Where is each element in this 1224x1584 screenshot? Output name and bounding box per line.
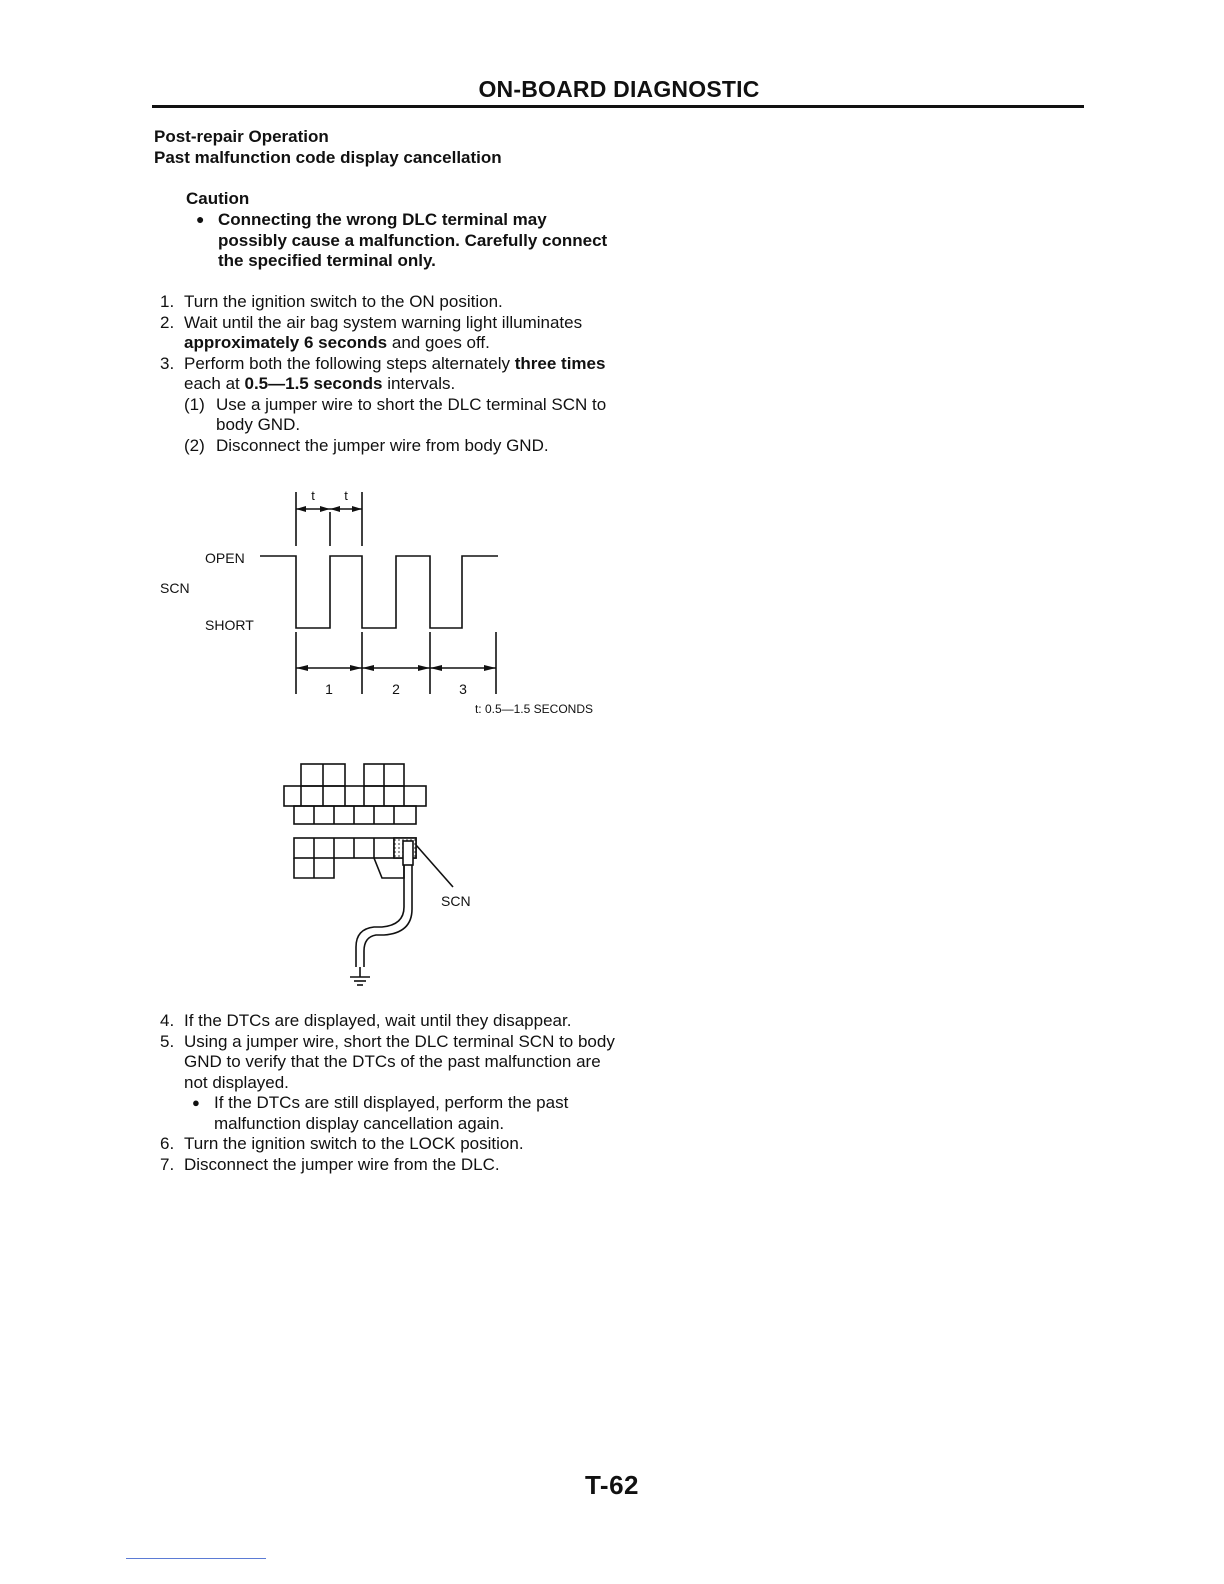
t-label: t [344, 488, 348, 503]
substep-text: Disconnect the jumper wire from body GND. [216, 435, 549, 455]
short-label: SHORT [205, 617, 254, 633]
arrowhead [352, 506, 362, 512]
step-number: 5. [160, 1031, 175, 1051]
connector-upper-block [284, 764, 426, 824]
step-text: Using a jumper wire, short the DLC terminal SCN to body GND to verify that the DTCs of the past malfunction are not displayed. [184, 1031, 615, 1092]
arrowhead [320, 506, 330, 512]
step-4 [160, 1011, 620, 1032]
substep-1 [184, 395, 620, 436]
step-text: intervals. [382, 374, 456, 393]
jumper-probe [403, 841, 413, 865]
step-number: 7. [160, 1154, 175, 1174]
caution-title: Caution [186, 189, 250, 208]
step-number: 1. [160, 292, 175, 311]
step-text: Turn the ignition switch to the ON position. [184, 292, 503, 311]
step-text: Turn the ignition switch to the LOCK position. [184, 1134, 524, 1153]
step-text: Disconnect the jumper wire from the DLC. [184, 1154, 500, 1174]
step-3 [160, 354, 620, 457]
steps-list-upper [160, 292, 620, 456]
count-label: 3 [459, 681, 467, 697]
step-emphasis: three times [514, 353, 606, 373]
ground-symbol [350, 967, 370, 985]
arrowhead [330, 506, 340, 512]
caution-bullet: ● [196, 211, 205, 227]
arrowhead [484, 665, 496, 671]
caution-text: Connecting the wrong DLC terminal may possibly cause a malfunction. Carefully connect the specified terminal only. [218, 210, 608, 270]
step-emphasis: 0.5—1.5 seconds [244, 374, 383, 393]
step-text: If the DTCs are displayed, wait until they disappear. [184, 1011, 572, 1030]
timing-note: t: 0.5—1.5 SECONDS [474, 702, 593, 716]
step-5 [160, 1032, 620, 1135]
step-text: each at [184, 374, 245, 393]
section-subheading: Past malfunction code display cancellation [154, 148, 502, 167]
step-emphasis: approximately 6 seconds [184, 333, 388, 352]
count-label: 2 [392, 681, 400, 697]
dlc-connector-diagram [270, 755, 500, 990]
bullet: ● [192, 1095, 200, 1110]
step-number: 6. [160, 1134, 175, 1153]
step-number: 3. [160, 353, 175, 373]
arrowhead [296, 506, 306, 512]
step-text: Wait until the air bag system warning light illuminates [184, 312, 583, 332]
open-label: OPEN [205, 550, 245, 566]
section-heading: Post-repair Operation [154, 127, 329, 146]
scn-terminal-label: SCN [441, 893, 471, 909]
step-7 [160, 1155, 620, 1176]
scn-waveform [260, 556, 498, 628]
scn-signal-label: SCN [160, 580, 190, 596]
step-text: and goes off. [387, 333, 490, 352]
step-number: 4. [160, 1011, 175, 1030]
count-label: 1 [325, 681, 333, 697]
arrowhead [296, 665, 308, 671]
step-2 [160, 313, 620, 354]
footer-line [126, 1558, 266, 1559]
scn-timing-diagram [150, 482, 610, 722]
step-number: 2. [160, 312, 175, 332]
page-number: T-62 [584, 1470, 640, 1500]
arrowhead [430, 665, 442, 671]
arrowhead [418, 665, 430, 671]
note-text: If the DTCs are still displayed, perform the past malfunction display cancellation again. [214, 1093, 569, 1133]
substep-number: (2) [184, 435, 205, 455]
t-label: t [311, 488, 315, 503]
steps-list-lower [160, 1011, 620, 1175]
step-text: Perform both the following steps alternately [184, 353, 515, 373]
substep-number: (1) [184, 394, 205, 414]
step-5-note [184, 1093, 620, 1134]
arrowhead [350, 665, 362, 671]
step-1 [160, 292, 620, 313]
substep-2 [184, 436, 620, 457]
substep-text: Use a jumper wire to short the DLC terminal SCN to body GND. [216, 394, 607, 434]
arrowhead [362, 665, 374, 671]
scn-leader-line [416, 845, 453, 887]
header-rule [152, 105, 1084, 108]
step-6 [160, 1134, 620, 1155]
page-header-title: ON-BOARD DIAGNOSTIC [478, 76, 760, 102]
